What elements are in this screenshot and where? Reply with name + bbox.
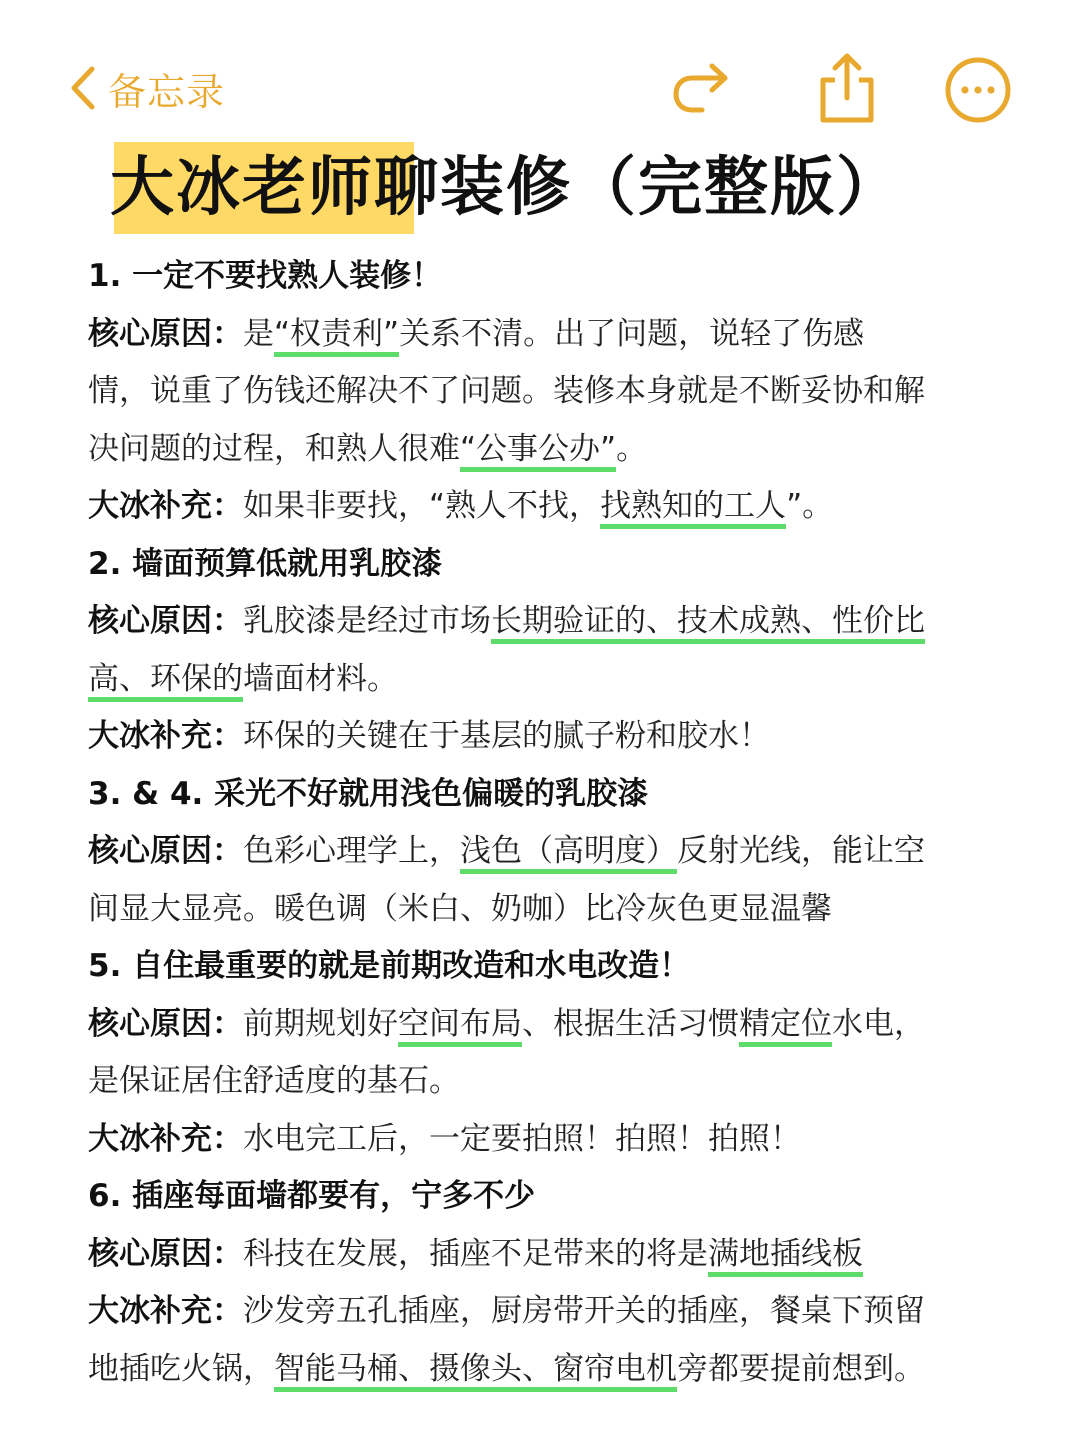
note-title: 大冰老师聊装修（完整版） <box>110 151 902 225</box>
text-segment: 反射光线，能让空 <box>677 833 925 869</box>
text-segment: 水电， <box>832 1005 925 1042</box>
text-segment: 旁都要提前想到。 <box>677 1350 925 1387</box>
bold-label: 核心原因： <box>88 1235 243 1272</box>
body-line <box>88 593 988 651</box>
underlined-text: 空间布局 <box>398 1006 522 1047</box>
bold-label: 核心原因： <box>88 315 243 352</box>
body-line <box>88 708 988 766</box>
bold-label: 核心原因： <box>88 603 243 639</box>
text-segment: 关系不清。出了问题，说轻了伤感 <box>399 315 865 352</box>
redo-button[interactable] <box>668 56 732 120</box>
text-segment: 是 <box>243 315 274 352</box>
body-line <box>88 306 988 364</box>
redo-icon <box>668 56 732 120</box>
section-heading <box>88 1168 988 1226</box>
text-segment: ”。 <box>786 488 834 524</box>
text-segment: 前期规划好 <box>243 1005 398 1042</box>
text-segment: 墙面材料。 <box>243 660 398 697</box>
text-segment: 地插吃火锅， <box>88 1350 274 1387</box>
body-line <box>88 363 988 421</box>
body-line <box>88 421 988 479</box>
section-heading <box>88 938 988 996</box>
bold-label: 大冰补充： <box>88 1120 243 1157</box>
navigation-bar <box>0 0 1080 140</box>
text-segment: 2. 墙面预算低就用乳胶漆 <box>88 545 443 582</box>
body-line <box>88 1283 988 1341</box>
body-line <box>88 1226 988 1284</box>
text-segment: 色彩心理学上， <box>243 833 460 869</box>
text-segment: 。 <box>616 430 648 467</box>
text-segment: 环保的关键在于基层的腻子粉和胶水！ <box>243 718 770 754</box>
bold-label: 大冰补充： <box>88 718 243 754</box>
back-label: 备忘录 <box>108 69 226 114</box>
text-segment: 乳胶漆是经过市场 <box>243 603 491 639</box>
more-icon <box>944 56 1012 124</box>
text-segment: 沙发旁五孔插座，厨房带开关的插座，餐桌下预留 <box>243 1293 925 1329</box>
body-line <box>88 1341 988 1399</box>
body-line <box>88 996 988 1054</box>
text-segment: 是保证居住舒适度的基石。 <box>88 1063 460 1099</box>
text-segment: 、根据生活习惯 <box>522 1005 739 1042</box>
underlined-text: 高、环保的 <box>88 661 243 702</box>
underlined-text: 找熟知的工人 <box>600 488 786 529</box>
underlined-text: “公事公办” <box>460 431 616 472</box>
underlined-text: 浅色（高明度） <box>460 833 677 874</box>
underlined-text: 满地插线板 <box>708 1236 863 1277</box>
underlined-text: 智能马桶、摄像头、窗帘电机 <box>274 1351 677 1392</box>
underlined-text: 精定位 <box>739 1006 832 1047</box>
underlined-text: “权责利” <box>274 316 399 357</box>
text-segment: 间显大显亮。暖色调（米白、奶咖）比冷灰色更显温馨 <box>88 890 832 927</box>
section-heading <box>88 536 988 594</box>
section-heading <box>88 766 988 824</box>
note-body[interactable] <box>88 248 988 1398</box>
bold-label: 核心原因： <box>88 1005 243 1042</box>
text-segment: 1. 一定不要找熟人装修！ <box>88 258 443 294</box>
body-line <box>88 478 988 536</box>
text-segment: 水电完工后，一定要拍照！拍照！拍照！ <box>243 1120 801 1157</box>
share-button[interactable] <box>815 50 879 124</box>
text-segment: 3. & 4. 采光不好就用浅色偏暖的乳胶漆 <box>88 775 649 812</box>
text-segment: 6. 插座每面墙都要有，宁多不少 <box>88 1178 536 1214</box>
body-line <box>88 1053 988 1111</box>
section-heading <box>88 248 988 306</box>
chevron-left-icon <box>68 65 98 111</box>
text-segment: 科技在发展，插座不足带来的将是 <box>243 1235 708 1272</box>
back-button[interactable] <box>68 58 225 118</box>
body-line <box>88 651 988 709</box>
share-icon <box>815 50 879 124</box>
bold-label: 大冰补充： <box>88 488 243 524</box>
bold-label: 核心原因： <box>88 833 243 869</box>
text-segment: 情，说重了伤钱还解决不了问题。装修本身就是不断妥协和解 <box>88 373 925 409</box>
text-segment: 如果非要找，“熟人不找， <box>243 488 601 524</box>
body-line <box>88 823 988 881</box>
body-line <box>88 881 988 939</box>
bold-label: 大冰补充： <box>88 1293 243 1329</box>
text-segment: 决问题的过程，和熟人很难 <box>88 430 460 467</box>
more-button[interactable] <box>944 56 1012 124</box>
body-line <box>88 1111 988 1169</box>
title-block <box>110 138 902 238</box>
text-segment: 5. 自住最重要的就是前期改造和水电改造！ <box>88 948 691 984</box>
underlined-text: 长期验证的、技术成熟、性价比 <box>491 603 925 644</box>
